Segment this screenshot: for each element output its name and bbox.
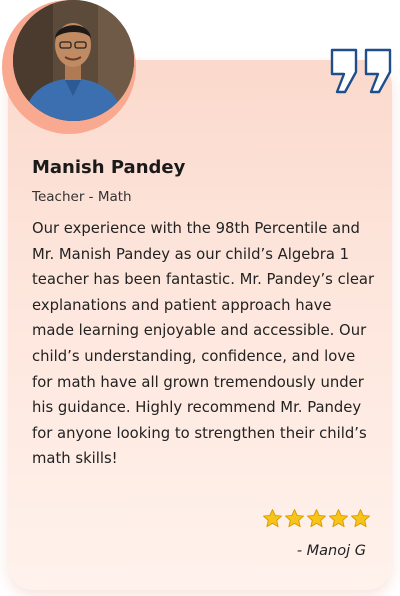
star-icon [328, 508, 349, 529]
testimonial-text: Our experience with the 98th Percentile and Mr. Manish Pandey as our child’s Algebra 1 teacher has been fantastic. Mr. Pandey’s clear explanations and patient approach have made learning enjoyable and accessible. Our child’s understanding, confidence, and love for math have all grown tremendously under his guidance. Highly recommend Mr. Pandey for anyone looking to strengthen their child’s math skills! [32, 220, 375, 468]
avatar [13, 0, 134, 121]
star-icon [350, 508, 371, 529]
star-rating [262, 508, 371, 529]
teacher-role: Teacher - Math [32, 189, 132, 205]
star-icon [284, 508, 305, 529]
teacher-name: Manish Pandey [32, 157, 186, 178]
avatar-photo-icon [13, 0, 134, 121]
star-icon [262, 508, 283, 529]
testimonial-author: - Manoj G [296, 543, 366, 559]
quote-icon [330, 48, 394, 94]
star-icon [306, 508, 327, 529]
